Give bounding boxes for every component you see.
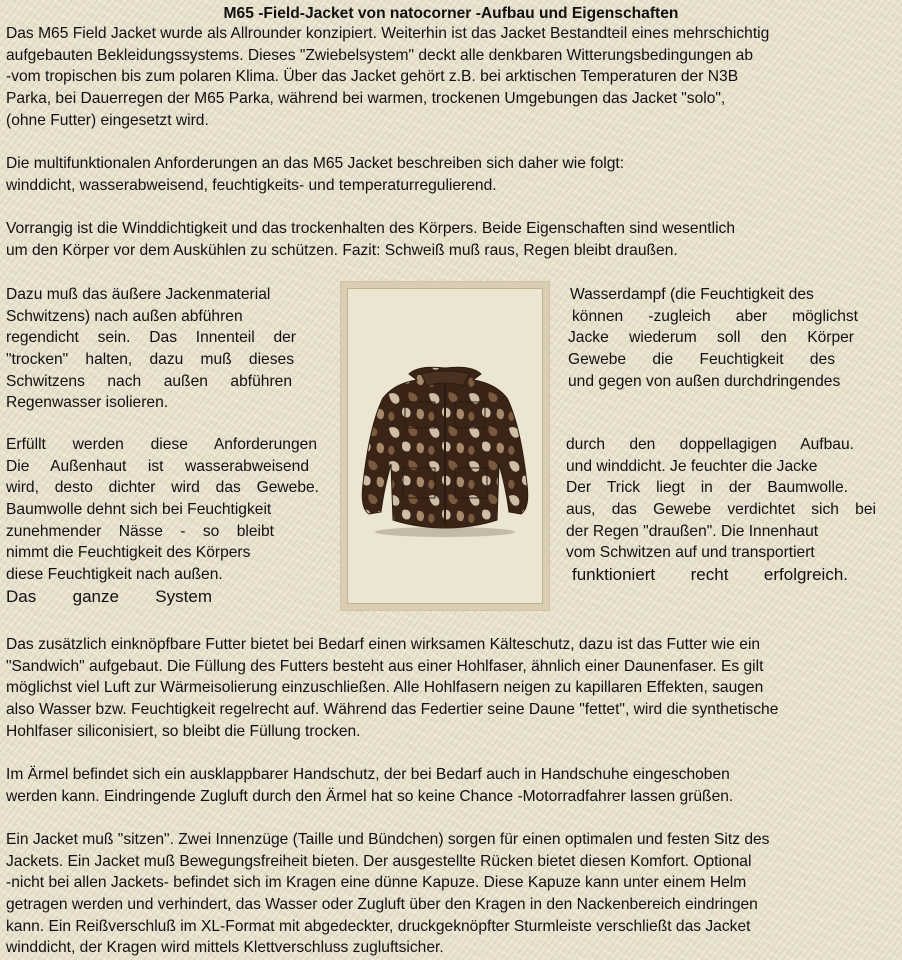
text-line: Der Trick liegt in der Baumwolle. — [566, 479, 848, 497]
requirements-paragraph — [6, 153, 896, 196]
left-column-b — [6, 434, 320, 608]
text-line: Regenwasser isolieren. — [6, 394, 169, 412]
right-column-b — [566, 434, 886, 586]
text-line: also Wasser bzw. Feuchtigkeit regelrecht auf. Während das Federtier seine Daune "fettet", wird die synthetische — [6, 701, 779, 719]
text-line: "Sandwich" aufgebaut. Die Füllung des Futters besteht aus einer Hohlfaser, ähnlich einer Daunenfaser. Es gilt — [6, 657, 764, 675]
text-line: "trocken" halten, dazu muß dieses — [6, 351, 294, 369]
jacket-photo-frame — [341, 282, 549, 610]
text-line: Schwitzens) nach außen abführen — [6, 307, 243, 325]
text-line: aus, das Gewebe verdichtet sich bei — [566, 501, 876, 519]
text-line: Baumwolle dehnt sich bei Feuchtigkeit — [6, 501, 272, 519]
text-line: zunehmender Nässe - so bleibt — [6, 522, 274, 540]
text-line: möglichst viel Luft zur Wärmeisolierung einzuschließen. Alle Hohlfasern neigen zu kapillaren Effekten, saugen — [6, 679, 764, 697]
left-column-a — [6, 284, 320, 414]
text-line: wird, desto dichter wird das Gewebe. — [6, 479, 319, 497]
sleeve-paragraph — [6, 764, 896, 807]
text-line: diese Feuchtigkeit nach außen. — [6, 566, 223, 584]
priority-paragraph — [6, 218, 896, 261]
text-line: kann. Ein Reißverschluß im XL-Format mit abgedeckter, druckgeknöpfter Sturmleiste verschließt das Jacket — [6, 917, 751, 935]
text-line: Ein Jacket muß "sitzen". Zwei Innenzüge (Taille und Bündchen) sorgen für einen optimalen und festen Sitz des — [6, 831, 770, 848]
text-line: und winddicht. Je feuchter die Jacke — [566, 457, 818, 475]
text-line: winddicht, der Kragen wird mittels Klettverschluss zugluftsicher. — [6, 939, 444, 957]
text-line: Das zusätzlich einknöpfbare Futter bietet bei Bedarf einen wirksamen Kälteschutz, dazu ist das Futter wie ein — [6, 636, 761, 653]
text-line: werden kann. Eindringende Zugluft durch den Ärmel hat so keine Chance -Motorradfahrer lassen grüßen. — [6, 787, 734, 805]
text-line: funktioniert recht erfolgreich. — [572, 565, 848, 585]
text-line: Jackets. Ein Jacket muß Bewegungsfreiheit bieten. Der ausgestellte Rücken bietet diesen Komfort. Optional — [6, 852, 752, 870]
text-line: Wasserdampf (die Feuchtigkeit des — [570, 286, 814, 303]
text-line: Die multifunktionalen Anforderungen an das M65 Jacket beschreiben sich daher wie folgt: — [6, 155, 625, 172]
text-line: (ohne Futter) eingesetzt wird. — [6, 111, 209, 129]
text-line: regendicht sein. Das Innenteil der — [6, 329, 296, 347]
text-line: können -zugleich aber möglichst — [572, 307, 858, 325]
text-line: -nicht bei allen Jackets- befindet sich im Kragen eine dünne Kapuze. Diese Kapuze kann unter einem Helm — [6, 874, 747, 892]
text-line: vom Schwitzen auf und transportiert — [566, 544, 815, 562]
text-line: Gewebe die Feuchtigkeit des — [568, 351, 835, 369]
lining-paragraph — [6, 634, 896, 742]
text-line: Im Ärmel befindet sich ein ausklappbarer Handschutz, der bei Bedarf auch in Handschuhe eingeschoben — [6, 766, 730, 783]
text-line: aufgebauten Bekleidungssystems. Dieses "Zwiebelsystem" deckt alle denkbaren Witterungsbedingungen ab — [6, 46, 754, 64]
intro-paragraph — [6, 23, 896, 131]
text-line: und gegen von außen durchdringendes — [568, 372, 841, 390]
text-line: Schwitzens nach außen abführen — [6, 372, 292, 390]
fit-paragraph — [6, 829, 896, 959]
camouflage-jacket-photo-icon — [347, 288, 543, 604]
text-line: durch den doppellagigen Aufbau. — [566, 436, 854, 453]
text-line: Jacke wiederum soll den Körper — [568, 329, 854, 347]
text-line: nimmt die Feuchtigkeit des Körpers — [6, 544, 251, 562]
text-line: um den Körper vor dem Auskühlen zu schützen. Fazit: Schweiß muß raus, Regen bleibt draußen. — [6, 241, 678, 259]
page-title: M65 -Field-Jacket von natocorner -Aufbau und Eigenschaften — [223, 5, 679, 22]
text-line: Die Außenhaut ist wasserabweisend — [6, 457, 309, 475]
text-line: getragen werden und verhindert, das Wasser oder Zugluft über den Kragen in den Nackenbereich eindringen — [6, 896, 758, 914]
text-line: Hohlfaser siliconisiert, so bleibt die Füllung trocken. — [6, 722, 361, 740]
right-column-a — [568, 284, 884, 392]
text-line: Dazu muß das äußere Jackenmaterial — [6, 286, 271, 303]
text-line: der Regen "draußen". Die Innenhaut — [566, 522, 819, 540]
text-line: winddicht, wasserabweisend, feuchtigkeits- und temperaturregulierend. — [6, 176, 497, 194]
text-line: Das ganze System — [6, 586, 212, 606]
text-line: Erfüllt werden diese Anforderungen — [6, 436, 317, 453]
text-line: Das M65 Field Jacket wurde als Allrounder konzipiert. Weiterhin ist das Jacket Bestandteil eines mehrschichtig — [6, 25, 770, 42]
text-line: Parka, bei Dauerregen der M65 Parka, während bei warmen, trockenen Umgebungen das Jacket "solo", — [6, 90, 726, 108]
text-line: -vom tropischen bis zum polaren Klima. Über das Jacket gehört z.B. bei arktischen Temperaturen der N3B — [6, 68, 739, 86]
text-line: Vorrangig ist die Winddichtigkeit und das trockenhalten des Körpers. Beide Eigenschaften sind wesentlich — [6, 220, 735, 237]
